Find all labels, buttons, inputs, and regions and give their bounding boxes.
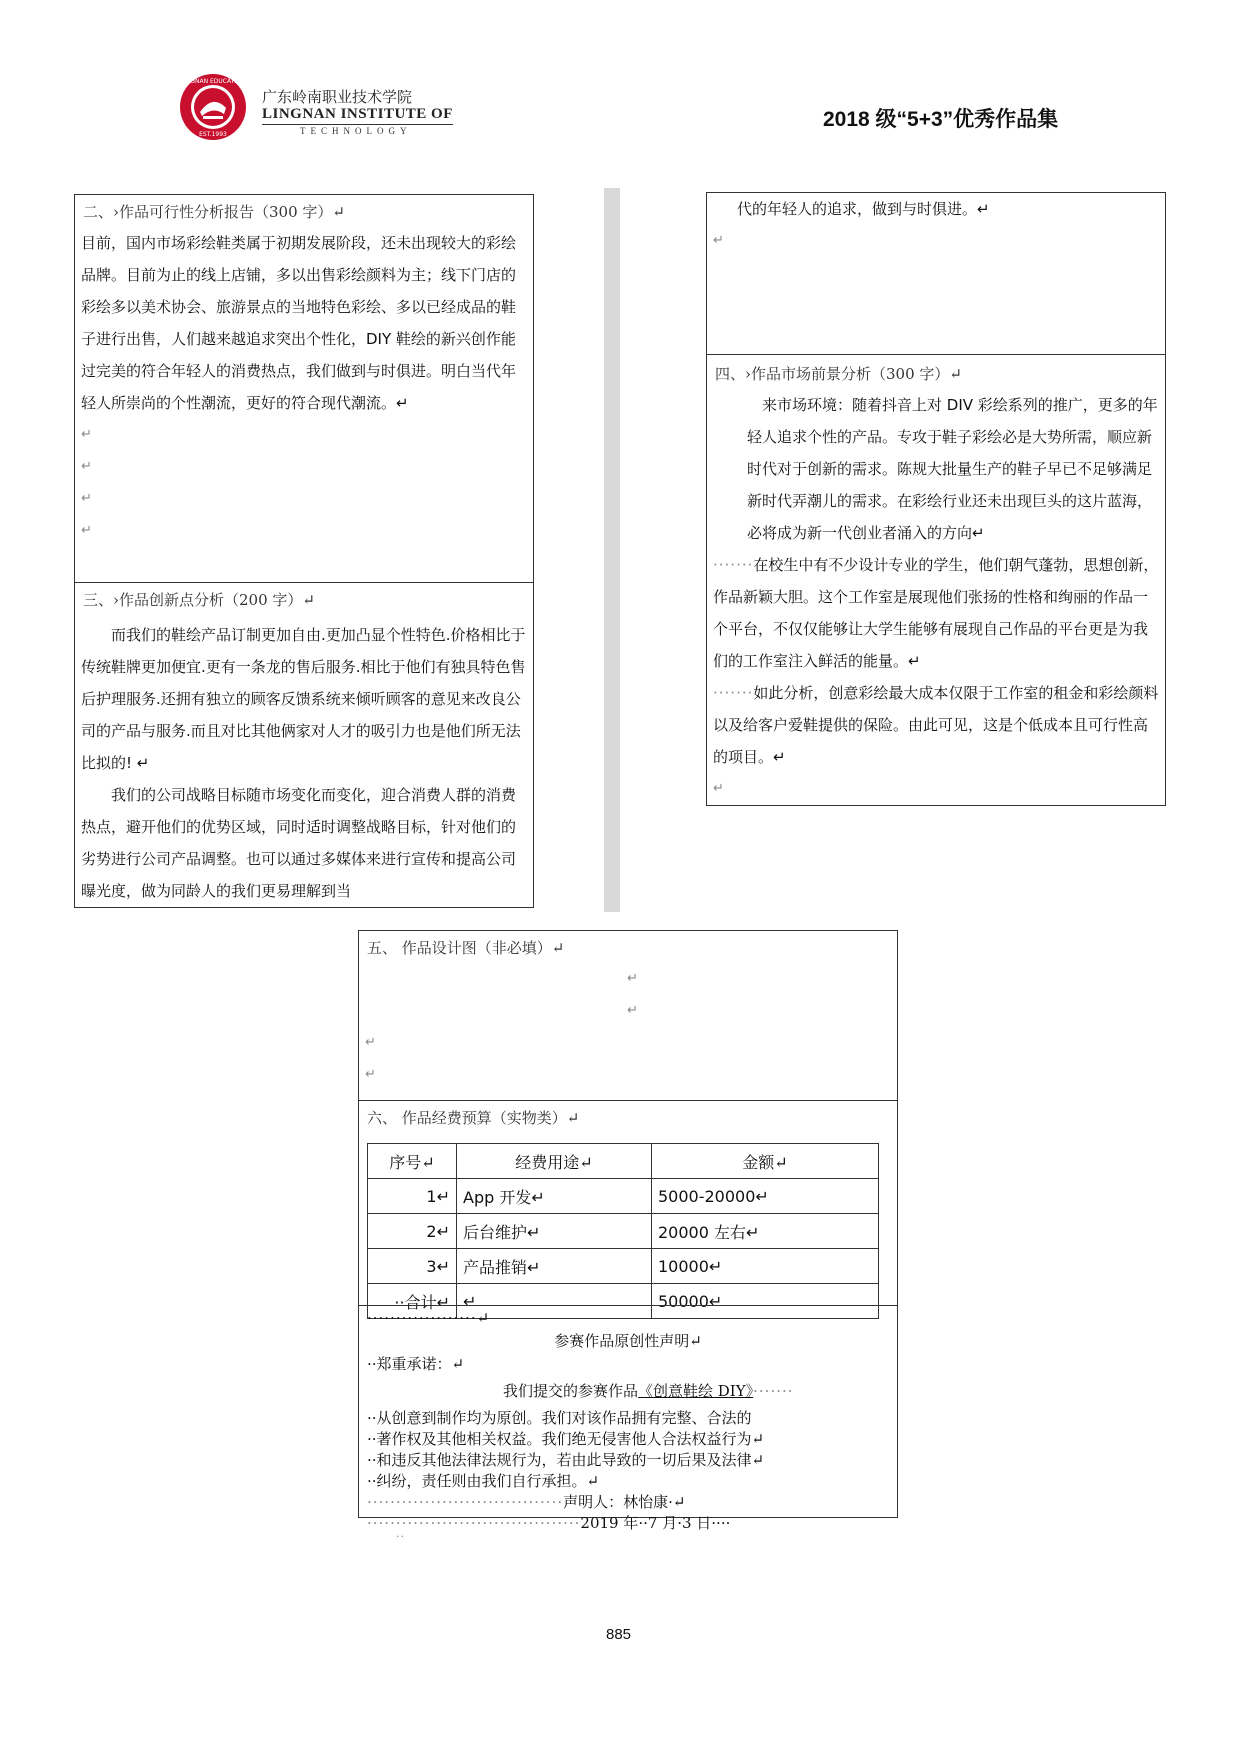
empty-line: ↵ xyxy=(627,971,638,986)
declaration-title: 参赛作品原创性声明↵ xyxy=(554,1332,702,1350)
declaration-commit: ··郑重承诺：↵ xyxy=(367,1355,465,1373)
leader-dots: ······· xyxy=(713,684,754,702)
declaration-line: ··著作权及其他相关权益。我们绝无侵害他人合法权益行为↵ xyxy=(367,1430,765,1448)
leader-dots: ······· xyxy=(713,556,754,574)
declaration-line: ··从创意到制作均为原创。我们对该作品拥有完整、合法的 xyxy=(367,1409,752,1427)
section-title: 二、›作品可行性分析报告（300 字）↵ xyxy=(83,203,345,221)
budget-table xyxy=(367,1143,879,1319)
school-name-cn: 广东岭南职业技术学院 xyxy=(262,88,413,106)
section-innovation-continued xyxy=(707,193,1165,355)
empty-line: ↵ xyxy=(81,523,92,538)
declaration-text: 我们提交的参赛作品 xyxy=(503,1382,639,1400)
header-title: 2018 级“5+3”优秀作品集 xyxy=(823,108,1059,131)
section-market xyxy=(707,355,1165,805)
section-body: 来市场环境：随着抖音上对 DIV 彩绘系列的推广，更多的年轻人追求个性的产品。专攻于鞋子彩绘必是大势所需，顺应新时代对于创新的需求。陈规大批量生产的鞋子早已不足够满足新时代弄潮儿的需求。在彩绘行业还未出现巨头的这片蓝海，必将成为新一代创业者涌入的方向↵ xyxy=(747,396,1158,542)
table-row xyxy=(368,1214,879,1249)
section-title: 三、›作品创新点分析（200 字）↵ xyxy=(83,591,315,609)
signer-name: 声明人：林怡康·↵ xyxy=(563,1493,686,1511)
section-body-text: 在校生中有不少设计专业的学生，他们朝气蓬勃，思想创新，作品新颖大胆。这个工作室是展现他们张扬的性格和绚丽的作品一个平台，不仅仅能够让大学生能够有展现自己作品的平台更是为我们的工作室注入鲜活的能量。↵ xyxy=(713,556,1159,670)
declaration-date: 2019 年··7 月·3 日···· xyxy=(580,1514,731,1532)
logo-year-text: EST.1993 xyxy=(199,131,227,138)
section-innovation xyxy=(75,583,533,907)
left-panel xyxy=(74,194,534,908)
logo-ring-text: LINGNAN EDUCATION xyxy=(180,78,246,85)
cell-use: 后台维护↵ xyxy=(457,1214,652,1249)
section-body-text: 如此分析，创意彩绘最大成本仅限于工作室的租金和彩绘颜料以及给客户爱鞋提供的保险。由此可见，这是个低成本且可行性高的项目。↵ xyxy=(713,684,1159,766)
page-number: 885 xyxy=(606,1626,632,1643)
column-header-amount: 金额↵ xyxy=(652,1144,879,1179)
cell-amount: 50000↵ xyxy=(652,1284,879,1319)
bottom-panel xyxy=(358,930,898,1532)
trailing-mark: ·· xyxy=(396,1530,405,1543)
leader-dots: ···················↵ xyxy=(367,1309,491,1327)
right-panel xyxy=(706,192,1166,806)
school-name-en: LINGNAN INSTITUTE OF xyxy=(262,106,453,125)
table-row xyxy=(368,1179,879,1214)
section-title: 四、›作品市场前景分析（300 字）↵ xyxy=(715,365,962,383)
section-body xyxy=(707,549,1165,677)
section-title: 六、 作品经费预算（实物类）↵ xyxy=(367,1109,580,1127)
section-body: 代的年轻人的追求，做到与时俱进。↵ xyxy=(737,200,990,218)
section-body: 目前，国内市场彩绘鞋类属于初期发展阶段，还未出现较大的彩绘品牌。目前为止的线上店铺，多以出售彩绘颜料为主；线下门店的彩绘多以美术协会、旅游景点的当地特色彩绘、多以已经成品的鞋子进行出售，人们越来越追求突出个性化，DIY 鞋绘的新兴创作能过完美的符合年轻人的消费热点，我们做到与时俱进。明白当代年轻人所崇尚的个性潮流，更好的符合现代潮流。↵ xyxy=(81,234,517,412)
empty-line: ↵ xyxy=(365,1035,376,1050)
empty-line: ↵ xyxy=(81,427,92,442)
section-design xyxy=(359,931,897,1101)
declaration-line: ··纠纷，责任则由我们自行承担。↵ xyxy=(367,1472,600,1490)
cell-use: 产品推销↵ xyxy=(457,1249,652,1284)
signer-line xyxy=(367,1492,889,1513)
originality-declaration xyxy=(359,1305,897,1532)
section-body: 我们的公司战略目标随市场变化而变化，迎合消费人群的消费热点，避开他们的优势区域，同时适时调整战略目标，针对他们的劣势进行公司产品调整。也可以通过多媒体来进行宣传和提高公司曝光度，做为同龄人的我们更易理解到当 xyxy=(81,786,517,900)
section-title: 五、 作品设计图（非必填）↵ xyxy=(367,939,565,957)
leader-dots: ·································· xyxy=(367,1493,564,1511)
empty-line: ↵ xyxy=(81,491,92,506)
table-header-row xyxy=(368,1144,879,1179)
cell-use: ↵ xyxy=(457,1284,652,1319)
cell-no: 1↵ xyxy=(368,1179,457,1214)
table-row xyxy=(368,1249,879,1284)
section-body: 而我们的鞋绘产品订制更加自由.更加凸显个性特色.价格相比于传统鞋牌更加便宜.更有一条龙的售后服务.相比于他们有独具特色售后护理服务.还拥有独立的顾客反馈系统来倾听顾客的意见来改良公司的产品与服务.而且对比其他俩家对人才的吸引力也是他们所无法比拟的! ↵ xyxy=(81,626,526,772)
empty-line: ↵ xyxy=(713,233,724,248)
cell-no: ··合计↵ xyxy=(368,1284,457,1319)
section-body xyxy=(707,677,1165,773)
column-header-use: 经费用途↵ xyxy=(457,1144,652,1179)
empty-line: ↵ xyxy=(713,781,724,796)
school-logo xyxy=(178,72,248,142)
cell-amount: 5000-20000↵ xyxy=(652,1179,879,1214)
column-divider xyxy=(604,188,620,912)
cell-no: 3↵ xyxy=(368,1249,457,1284)
cell-amount: 10000↵ xyxy=(652,1249,879,1284)
leader-dots: ····································· xyxy=(367,1514,581,1532)
section-feasibility xyxy=(75,195,533,583)
cell-no: 2↵ xyxy=(368,1214,457,1249)
empty-line: ↵ xyxy=(627,1003,638,1018)
cell-amount: 20000 左右↵ xyxy=(652,1214,879,1249)
declaration-line: ··和违反其他法律法规行为，若由此导致的一切后果及法律↵ xyxy=(367,1451,765,1469)
work-name: 《创意鞋绘 DIY》 xyxy=(638,1382,754,1400)
empty-line: ↵ xyxy=(81,459,92,474)
declaration-line xyxy=(367,1381,889,1402)
column-header-no: 序号↵ xyxy=(368,1144,457,1179)
date-line xyxy=(367,1513,889,1534)
empty-line: ↵ xyxy=(365,1067,376,1082)
cell-use: App 开发↵ xyxy=(457,1179,652,1214)
section-budget xyxy=(359,1101,897,1312)
school-name-en-line2: TECHNOLOGY xyxy=(300,126,412,136)
leader-dots: ······· xyxy=(753,1382,794,1400)
